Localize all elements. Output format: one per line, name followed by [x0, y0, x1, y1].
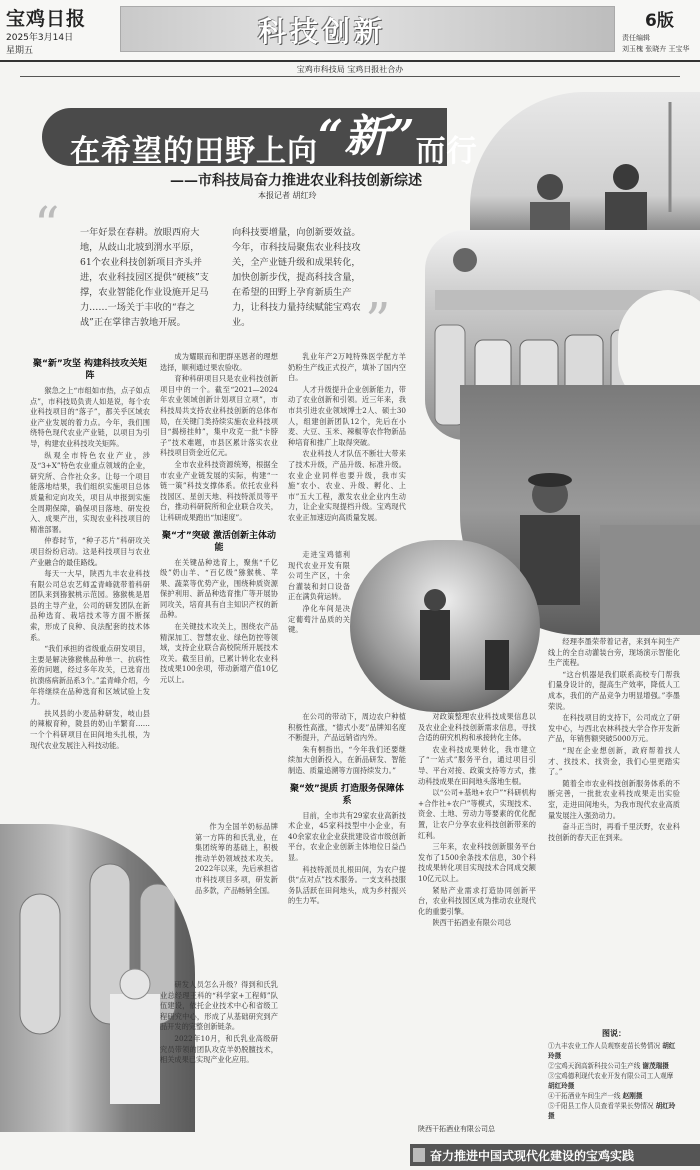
captions-title: 图说：	[602, 1029, 626, 1038]
photo-captions	[548, 1028, 680, 1121]
paragraph: 农业科技人才队伍不断壮大带来了技术升级，产品升级、标准升级。农业企业同样也要升级，我市实施“农小、农业、升级、孵化、上市”五大工程，激发农业企业内生动力，让企业实现提档升级。宝鸡现代农业正加速迈向高质量发展。	[288, 449, 406, 522]
paragraph: 育种科研项目只是农业科技创新项目中的一个。截至“2021—2024年农业领域创新计划项目立项”，市科技局共支持农业科技创新的总体布局，在关键门类持续实施农业科技项目“揭榜挂帅”，集中攻克一批“卡脖子”技术难题，市县区累计落实农业科技项目资金近亿元。	[160, 374, 278, 458]
paragraph: 研发人员怎么升级？得到和氏乳业总经理王科的“科学家+工程师”队伍建设，依托企业技术中心和省级工程研究中心，形成了从基础研究到产品开发的完整创新链条。	[160, 980, 278, 1032]
paragraph: 农业科技成果转化，我市建立了“一站式”服务平台，通过项目引导、平台对接、政策支持等方式，推动科技成果在田间地头落地生根。	[418, 744, 536, 786]
section-heading-3: 聚“效”提质 打造服务保障体系	[290, 783, 404, 806]
paragraph: 紧贴产业需求打造协同创新平台，农业科技园区成为推动农业现代化的重要引擎。	[418, 885, 536, 916]
orchard-graphic	[350, 540, 540, 712]
headline	[70, 110, 478, 174]
paragraph: 猴急之上“市组如市热，点子如点点”，市科技局负责人如是说，每个农业科技项目的“落子”，都关乎区域农业产业发展的着力点。今年，我们围绕特色现代农业产业链，以项目为引导，构建农业科技攻关矩阵。	[30, 386, 150, 448]
paragraph: 2022年10月，和氏乳业高级研究员带领的团队攻克羊奶脱膻技术，相关成果已实现产业化应用。	[160, 1033, 278, 1065]
caption-item: ③宝鸡德利现代农业开发有限公司工人观摩 胡红玲摄	[548, 1072, 674, 1090]
paragraph: 以“公司+基地+农户”“科研机构+合作社+农户”等模式，实现技术、资金、土地、劳动力等要素的优化配置，让农户分享农业科技创新带来的红利。	[418, 788, 536, 840]
paragraph: 在关键品种选育上，聚焦“千亿级”奶山羊、“百亿级”猕猴桃、苹果、蔬菜等优势产业，围绕种质资源保护利用、新品种选育推广等开展协同攻关，培育具有自主知识产权的新品种。	[160, 557, 278, 620]
headline-accent: “新”	[318, 111, 416, 162]
paragraph: 作为全国羊奶标品牌第一方阵的和氏乳业，在集团统筹的基础上，积极推动羊奶领域技术攻关。2022年以来，先后承担省市科技项目多项，研发新品多款，产品畅销全国。	[195, 822, 278, 895]
masthead	[0, 0, 700, 62]
paragraph: 净化车间是决定葡萄汁品质的关键。	[288, 603, 350, 635]
body-column-2c	[160, 980, 278, 1125]
caption-item: ④干拓酒业车间生产一线 赵刚摄	[548, 1092, 643, 1100]
editor-names: 刘玉槐 张晓卉 王宝华	[622, 45, 690, 53]
paragraph: 奋斗正当时，再看千里沃野，农业科技创新的春天正在到来。	[548, 822, 680, 842]
paragraph: 三年来，农业科技创新服务平台发布了1500余条技术信息，30个科技成果转化项目实现技术合同成交额10亿元以上。	[418, 842, 536, 883]
editor-label: 责任编辑	[622, 34, 650, 42]
paragraph: 陕西干拓酒业有限公司总	[432, 918, 512, 928]
intro-paragraph-1: 一年好景在春耕。放眼西府大地，从歧山北坡到渭水平原，61个农业科技创新项目齐头并进，农业科技园区提供“硬核”支撑，农业智能化作业设施开足马力……一场关于丰收的“春之战”正在掌律吉敦地开展。	[80, 227, 209, 328]
page-number: 6版	[645, 11, 674, 31]
section-heading-2: 聚“才”突破 激活创新主体动能	[162, 530, 276, 553]
paragraph: 经理李墨荣带着记者，来到车间生产线上的全自动灌装台旁，现场演示智能化生产流程。	[548, 637, 680, 668]
paragraph: 在关键技术攻关上，围绕农产品精深加工、智慧农业、绿色防控等领域，支持企业联合高校院所开展技术攻关。截至目前，已累计转化农业科技成果100余项，带动新增产值10亿元以上。	[160, 622, 278, 685]
paragraph: 走进宝鸡德利现代农业开发有限公司生产区，十余台灌装和封口设备正在满负荷运转。	[288, 550, 350, 602]
section-title: 科技创新	[258, 15, 387, 48]
paragraph: 每天一大早，陕西九丰农业科技有限公司总农艺师孟青峰就带着科研团队来到猕猴桃示范园。猕猴桃是眉县的主导产业，公司的研发团队在新品种选育、栽培技术等方面不断探索，形成了良种、良法配套的技术体系。	[30, 569, 150, 642]
paper-name: 宝鸡日报	[6, 8, 87, 30]
caption-item: ②宝鸡天润高新科技公司生产线 谢茂瑞摄	[548, 1062, 669, 1070]
paragraph: 纵观全市特色农业产业，涉及“3+X”特色农业重点领域的企业，研究所、合作社众多。让每一个项目能落地结果，我们组织实施项目总体质量和定向攻关，项目从申报到实施全周期保障，确保项目落地、研发投入、成果产出，实现农业科技项目的精准部署。	[30, 450, 150, 534]
paragraph: 全市农业科技资源统筹，根据全市农业产业链发展的实际，构建“一链一策”科技支撑体系。依托农业科技园区、星创天地、科技特派员等平台，推动科研院所和企业联合攻关，让科研成果跑出“加速度”。	[160, 459, 278, 522]
quote-close-icon: ”	[365, 292, 391, 350]
body-column-3	[288, 352, 406, 546]
photo-orchard	[350, 540, 540, 712]
quote-open-icon: “	[34, 196, 60, 254]
headline-part-2: 而行	[415, 134, 478, 169]
paragraph: 仲春时节，“种子芯片”科研攻关项目纷纷启动。这是科技项目与农业产业融合的最佳路线。	[30, 536, 150, 567]
header-rule	[20, 76, 680, 77]
paragraph: 朱有桐指出，“今年我们还要继续加大创新投入，在新品研发、智能制造、质量追溯等方面持续发力。”	[288, 744, 406, 775]
sponsor-line: 宝鸡市科技局 宝鸡日报社合办	[296, 65, 404, 74]
byline: 本报记者 胡红玲	[258, 191, 317, 200]
paragraph: 人才升级提升企业创新能力，带动了农业创新和引领。近三年来，我市共引进农业领域博士2人、硕士30人，组建创新团队12个，先后在小麦、大豆、玉米、辣椒等农作物新品种培育和推广上取得突破。	[288, 384, 406, 447]
publication-date: 2025年3月14日	[6, 33, 74, 43]
caption-item: ⑤千阳县工作人员查看苹果长势情况 胡红玲摄	[548, 1102, 676, 1120]
paragraph: “现在企业想创新，政府帮着找人才、找技术、找资金，我们心里更踏实了。”	[548, 745, 680, 777]
headline-part-1: 在希望的田野上向	[70, 134, 318, 169]
publication-weekday: 星期五	[6, 46, 34, 56]
subheadline: ——市科技局奋力推进农业科技创新综述	[170, 173, 422, 189]
paragraph: “这台机器是我们联系高校专门帮我们量身设计的，提高生产效率，降低人工成本，我们的产品竞争力明显增强。”李墨荣说。	[548, 669, 680, 711]
caption-item: ①九丰农业工作人员观察麦苗长势情况 胡红玲摄	[548, 1042, 676, 1060]
paragraph: 在公司的带动下，周边农户种植积极性高涨，“德式小麦”品牌知名度不断提升，产品远销省内外。	[288, 712, 406, 743]
paragraph: 目前，全市共有29家农业高新技术企业，45家科技型中小企业，有40余家农业企业获批建设省市级创新平台，农业企业创新主体地位日益凸显。	[288, 810, 406, 862]
paragraph: 扶风县的小麦品种研发，岐山县的辣椒育种，陇县的奶山羊繁育……一个个科研项目在田间地头扎根，为现代农业发展注入科技动能。	[30, 708, 150, 750]
paragraph: 乳业年产2万吨特殊医学配方羊奶粉生产线正式投产，填补了国内空白。	[288, 352, 406, 383]
footer-slogan: 奋力推进中国式现代化建设的宝鸡实践	[430, 1149, 635, 1163]
paragraph: 在科技项目的支持下，公司成立了研发中心，与西北农林科技大学合作开发新产品，年销售额突破5000万元。	[548, 713, 680, 744]
intro-paragraph-2: 向科技要增量，向创新要效益。今年，市科技局聚焦农业科技攻关，全产业链升级和成果转化，加快创新步伐，提高科技含量，在希望的田野上孕育新质生产力，让科技力量持续赋能宝鸡农业。	[232, 227, 361, 328]
section-heading-1: 聚“新”攻坚 构建科技攻关矩阵	[33, 359, 147, 381]
paragraph: 成为耀眼而和肥群巫恩者的理想选择，顺利通过果农验收。	[160, 352, 278, 372]
body-column-1	[30, 352, 150, 807]
body-column-2	[160, 352, 278, 822]
body-column-3b	[288, 550, 350, 710]
closing-line: 陕西干拓酒业有限公司总	[418, 1125, 495, 1133]
body-column-4	[418, 712, 536, 1130]
paragraph: “我们承担的省级重点研发项目，主要是解决猕猴桃品种单一、抗病性差的问题，经过多年攻关，已选育出抗溃疡病新品系3个。”孟青峰介绍，今年将继续在品种选育和区域试验上发力。	[30, 644, 150, 707]
body-column-2b	[195, 822, 278, 972]
flag-icon	[413, 1148, 425, 1162]
body-column-3c	[288, 712, 406, 1130]
paragraph: 对政策整理农业科技成果信息以及农业企业科技创新需求信息，寻找合适的研究机构和承接转化主体。	[418, 712, 536, 743]
paragraph: 随着全市农业科技创新服务体系的不断完善，一批批农业科技成果走出实验室，走进田间地头，为我市现代农业高质量发展注入强劲动力。	[548, 778, 680, 820]
paragraph: 科技特派员扎根田间，为农户提供“点对点”技术服务。一支支科技服务队活跃在田间地头，成为乡村振兴的生力军。	[288, 864, 406, 906]
